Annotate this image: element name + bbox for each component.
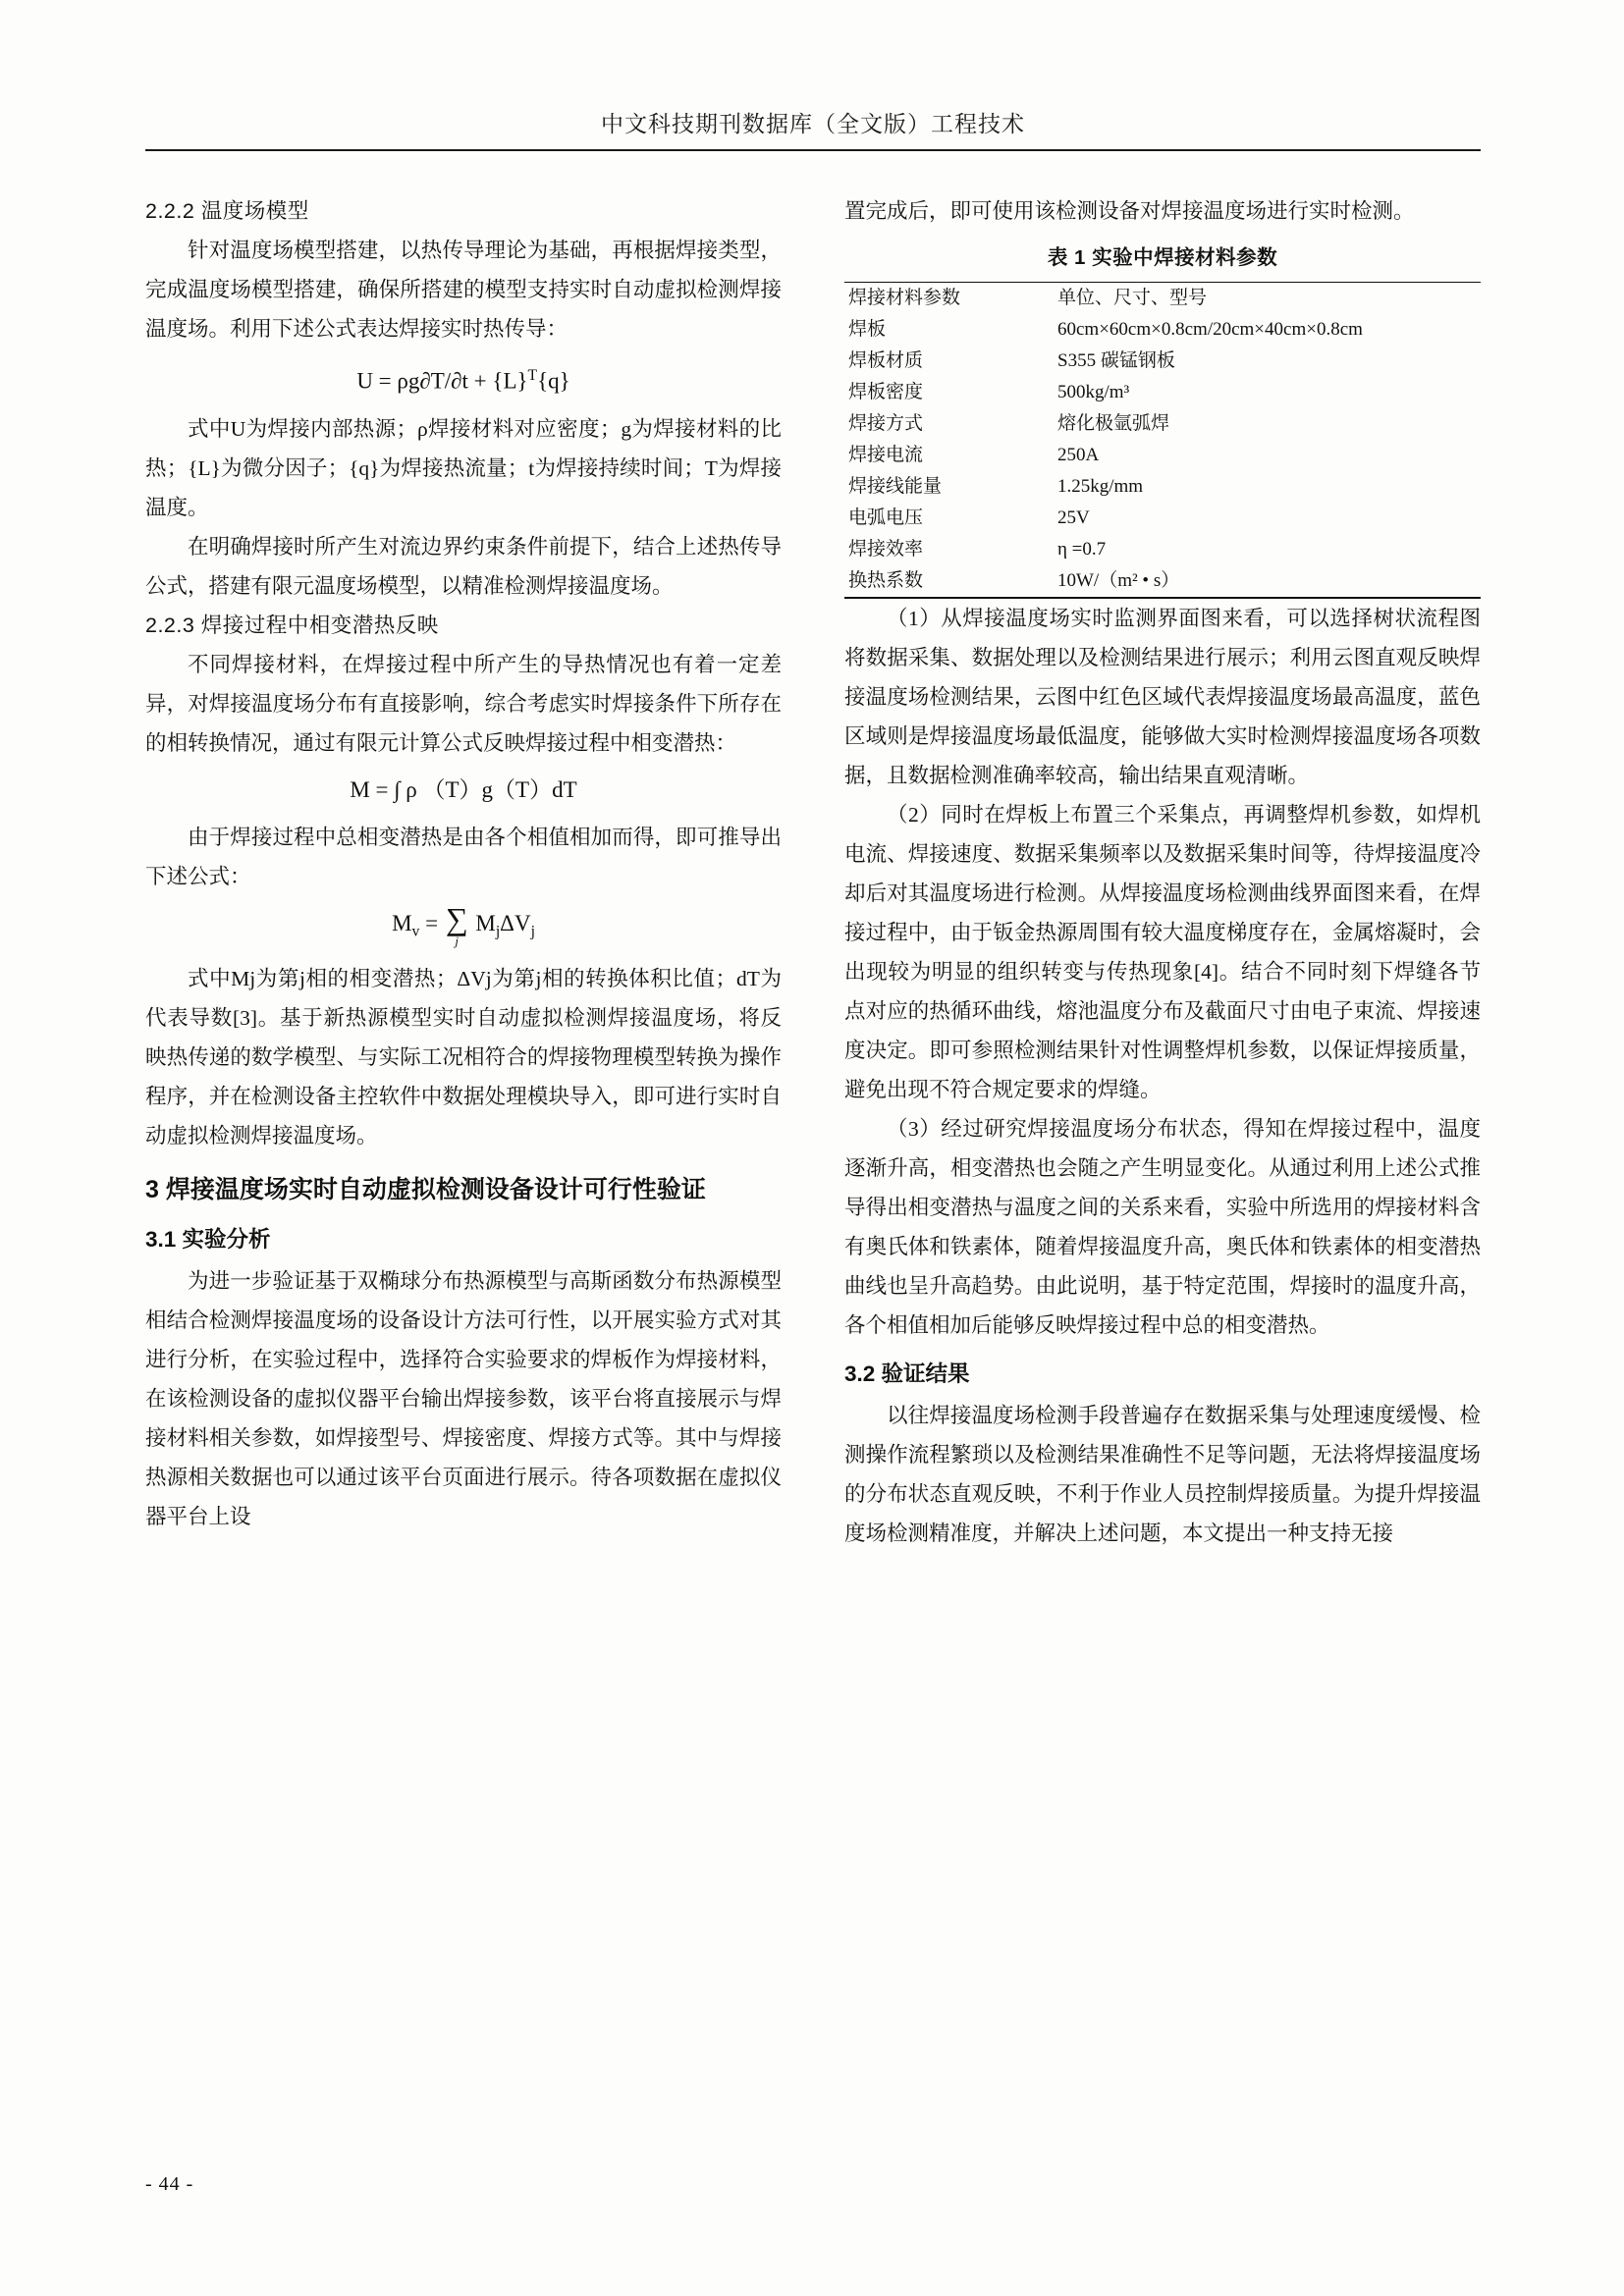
paragraph-experiment-analysis: 为进一步验证基于双椭球分布热源模型与高斯函数分布热源模型相结合检测焊接温度场的设备设计方法可行性，以开展实验方式对其进行分析，在实验过程中，选择符合实验要求的焊板作为焊接材料，在该检测设备的虚拟仪器平台输出焊接参数，该平台将直接展示与焊接材料相关参数，如焊接型号、焊接密度、焊接方式等。其中与焊接热源相关数据也可以通过该平台页面进行展示。待各项数据在虚拟仪器平台上设 [145, 1269, 782, 1529]
formula-3-delta-sub: j [530, 923, 535, 940]
paragraph-continued-detection: 置完成后，即可使用该检测设备对焊接温度场进行实时检测。 [844, 199, 1415, 223]
formula-latent-heat-integral [145, 769, 782, 812]
sigma-glyph: ∑ [445, 900, 468, 936]
formula-3-lhs-sub: v [411, 923, 420, 940]
formula-3-rhs-sub: j [495, 923, 501, 940]
table-cell-value: 10W/（m² • s） [1054, 565, 1481, 598]
page-number: - 44 - [145, 2173, 194, 2195]
welding-material-parameters-table [844, 282, 1481, 599]
table-row [844, 314, 1481, 346]
table-cell-param: 电弧电压 [848, 507, 924, 528]
heading-2-2-2: 2.2.2 温度场模型 [145, 199, 309, 223]
table-row [844, 346, 1481, 377]
page-header: 中文科技期刊数据库（全文版）工程技术 [601, 111, 1025, 136]
paragraph-total-latent-heat: 由于焊接过程中总相变潜热是由各个相值相加而得，即可推导出下述公式： [145, 825, 782, 888]
formula-3-lhs: M [392, 910, 412, 935]
table-cell-param: 焊板 [848, 319, 887, 340]
heading-section-3-1: 3.1 实验分析 [145, 1227, 271, 1253]
table-cell-value: 熔化极氩弧焊 [1057, 413, 1170, 434]
table-header-cell-0: 焊接材料参数 [844, 283, 1054, 315]
paragraph-finding-1: （1）从焊接温度场实时监测界面图来看，可以选择树状流程图将数据采集、数据处理以及检测结果进行展示；利用云图直观反映焊接温度场检测结果，云图中红色区域代表焊接温度场最高温度，蓝色区域则是焊接温度场最低温度，能够做大实时检测焊接温度场各项数据，且数据检测准确率较高，输出结果直观清晰。 [844, 607, 1481, 787]
table-header-cell-1: 单位、尺寸、型号 [1054, 283, 1481, 315]
paragraph-finding-2: （2）同时在焊板上布置三个采集点，再调整焊机参数，如焊机电流、焊接速度、数据采集频率以及数据采集时间等，待焊接温度冷却后对其温度场进行检测。从焊接温度场检测曲线界面图来看，在焊接过程中，由于钣金热源周围有较大温度梯度存在，金属熔凝时，会出现较为明显的组织转变与传热现象[4]。结合不同时刻下焊缝各节点对应的热循环曲线，熔池温度分布及截面尺寸由电子束流、焊接速度决定。即可参照检测结果针对性调整焊机参数，以保证焊接质量，避免出现不符合规定要求的焊缝。 [844, 803, 1481, 1101]
heading-2-2-3: 2.2.3 焊接过程中相变潜热反映 [145, 613, 439, 637]
table-cell-value: η =0.7 [1057, 539, 1107, 560]
table-cell-param: 焊板材质 [848, 350, 924, 371]
table-body [844, 283, 1481, 599]
formula-1-tail: {q} [537, 368, 570, 394]
table-cell-param: 换热系数 [844, 565, 1054, 598]
table-caption: 表 1 实验中焊接材料参数 [1047, 246, 1278, 269]
formula-3-rhs: M [475, 910, 496, 935]
table-cell-value: 60cm×60cm×0.8cm/20cm×40cm×0.8cm [1057, 319, 1363, 340]
table-row [844, 503, 1481, 534]
sigma-lower-index: j [455, 933, 460, 948]
left-column [145, 191, 782, 2155]
paragraph-verification-results: 以往焊接温度场检测手段普遍存在数据采集与处理速度缓慢、检测操作流程繁琐以及检测结果准确性不足等问题，无法将焊接温度场的分布状态直观反映，不利于作业人员控制焊接质量。为提升焊接温度场检测精准度，并解决上述问题，本文提出一种支持无接 [844, 1404, 1481, 1545]
summation-symbol [445, 900, 468, 948]
table-cell-value: 25V [1057, 507, 1090, 528]
formula-heat-conduction [145, 354, 782, 403]
table-cell-param: 焊接方式 [848, 413, 924, 434]
paragraph-temperature-field-model: 针对温度场模型搭建，以热传导理论为基础，再根据焊接类型，完成温度场模型搭建，确保所搭建的模型支持实时自动虚拟检测焊接温度场。利用下述公式表达焊接实时热传导： [145, 239, 782, 341]
table-row [844, 408, 1481, 440]
heading-section-3-2: 3.2 验证结果 [844, 1362, 970, 1386]
paragraph-symbol-definitions: 式中U为焊接内部热源；ρ焊接材料对应密度；g为焊接材料的比热；{L}为微分因子；{q}为焊接热流量；t为焊接持续时间；T为焊接温度。 [145, 416, 782, 519]
heading-section-3: 3 焊接温度场实时自动虚拟检测设备设计可行性验证 [145, 1176, 706, 1204]
table-cell-value: 250A [1057, 445, 1100, 465]
table-cell-param: 焊接线能量 [848, 476, 943, 497]
table-row [844, 565, 1481, 598]
table-row [844, 377, 1481, 408]
paragraph-latent-heat-intro: 不同焊接材料，在焊接过程中所产生的导热情况也有着一定差异，对焊接温度场分布有直接影响，综合考虑实时焊接条件下所存在的相转换情况，通过有限元计算公式反映焊接过程中相变潜热： [145, 652, 782, 755]
formula-latent-heat-sum [145, 902, 782, 954]
formula-3-equals: = [425, 910, 439, 935]
formula-1-main: U = ρg∂T/∂t + {L} [356, 368, 528, 394]
table-cell-value: 1.25kg/mm [1057, 476, 1144, 497]
formula-2-text: M = ∫ ρ （T）g（T）dT [350, 776, 577, 802]
table-cell-value: 500kg/m³ [1057, 382, 1130, 402]
table-header-row [844, 283, 1481, 315]
paragraph-boundary-conditions: 在明确焊接时所产生对流边界约束条件前提下，结合上述热传导公式，搭建有限元温度场模型，以精准检测焊接温度场。 [145, 534, 782, 598]
paragraph-model-conversion: 式中Mj为第j相的相变潜热；ΔVj为第j相的转换体积比值；dT为代表导数[3]。基于新热源模型实时自动虚拟检测焊接温度场，将反映热传递的数学模型、与实际工况相符合的焊接物理模型转换为操作程序，并在检测设备主控软件中数据处理模块导入，即可进行实时自动虚拟检测焊接温度场。 [145, 967, 782, 1148]
right-column [844, 191, 1481, 2155]
two-column-body [145, 191, 1481, 2155]
table-cell-value: S355 碳锰钢板 [1057, 350, 1175, 371]
table-cell-param: 焊板密度 [848, 382, 924, 402]
table-cell-param: 焊接电流 [848, 445, 924, 465]
formula-3-delta: ΔV [500, 910, 531, 935]
table-row [844, 440, 1481, 471]
header-divider [145, 149, 1481, 151]
table-row [844, 534, 1481, 565]
paragraph-finding-3: （3）经过研究焊接温度场分布状态，得知在焊接过程中，温度逐渐升高，相变潜热也会随之产生明显变化。从通过利用上述公式推导得出相变潜热与温度之间的关系来看，实验中所选用的焊接材料含有奥氏体和铁素体，随着焊接温度升高，奥氏体和铁素体的相变潜热曲线也呈升高趋势。由此说明，基于特定范围，焊接时的温度升高，各个相值相加后能够反映焊接过程中总的相变潜热。 [844, 1117, 1481, 1337]
table-row [844, 471, 1481, 503]
table-cell-param: 焊接效率 [848, 539, 924, 560]
formula-1-superscript: T [527, 367, 538, 384]
